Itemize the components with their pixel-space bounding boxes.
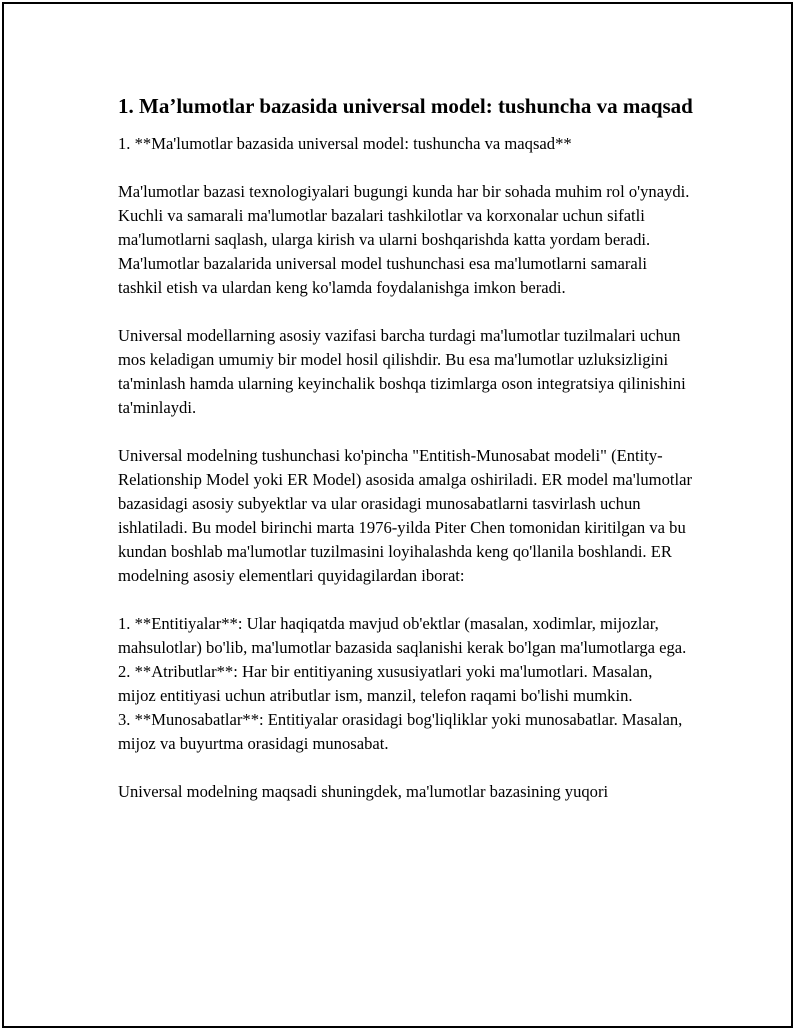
- paragraph-purpose: Universal modelning maqsadi shuningdek, ma'lumotlar bazasining yuqori: [118, 782, 609, 801]
- paragraph-universal-models: Universal modellarning asosiy vazifasi barcha turdagi ma'lumotlar tuzilmalari uchun mos keladigan umumiy bir model hosil qilishdir. Bu esa ma'lumotlar uzluksizligini ta'minlash hamda ularning keyinchalik boshqa tizimlarga oson integratsiya qilinishini ta'minlaydi.: [118, 326, 686, 417]
- page-title: 1. Ma’lumotlar bazasida universal model: tushuncha va maqsad: [118, 94, 693, 118]
- paragraph-er-elements-list: 1. **Entitiyalar**: Ular haqiqatda mavjud ob'ektlar (masalan, xodimlar, mijozlar, mahsulotlar) bo'lib, ma'lumotlar bazasida saqlanishi kerak bo'lgan ma'lumotlarga ega. 2. **Atributlar**: Har bir entitiyaning xususiyatlari yoki ma'lumotlari. Masalan, mijoz entitiyasi uchun atributlar ism, manzil, telefon raqami bo'lishi mumkin. 3. **Munosabatlar**: Entitiyalar orasidagi bog'liqliklar yoki munosabatlar. Masalan, mijoz va buyurtma orasidagi munosabat.: [118, 614, 687, 753]
- paragraph-er-model: Universal modelning tushunchasi ko'pincha "Entitish-Munosabat modeli" (Entity-Relationship Model yoki ER Model) asosida amalga oshiriladi. ER model ma'lumotlar bazasidagi asosiy subyektlar va ular orasidagi munosabatlarni tasvirlash uchun ishlatiladi. Bu model birinchi marta 1976-yilda Piter Chen tomonidan kiritilgan va bu kundan boshlab ma'lumotlar tuzilmasini loyihalashda keng qo'llanila boshlandi. ER modelning asosiy elementlari quyidagilardan iborat:: [118, 446, 692, 585]
- paragraph-repeated-title: 1. **Ma'lumotlar bazasida universal model: tushuncha va maqsad**: [118, 134, 572, 153]
- document-body: [118, 92, 693, 804]
- paragraph-intro: Ma'lumotlar bazasi texnologiyalari bugungi kunda har bir sohada muhim rol o'ynaydi. Kuchli va samarali ma'lumotlar bazalari tashkilotlar va korxonalar uchun sifatli ma'lumotlarni saqlash, ularga kirish va ularni boshqarishda katta yordam beradi. Ma'lumotlar bazalarida universal model tushunchasi esa ma'lumotlarni samarali tashkil etish va ulardan keng ko'lamda foydalanishga imkon beradi.: [118, 182, 690, 297]
